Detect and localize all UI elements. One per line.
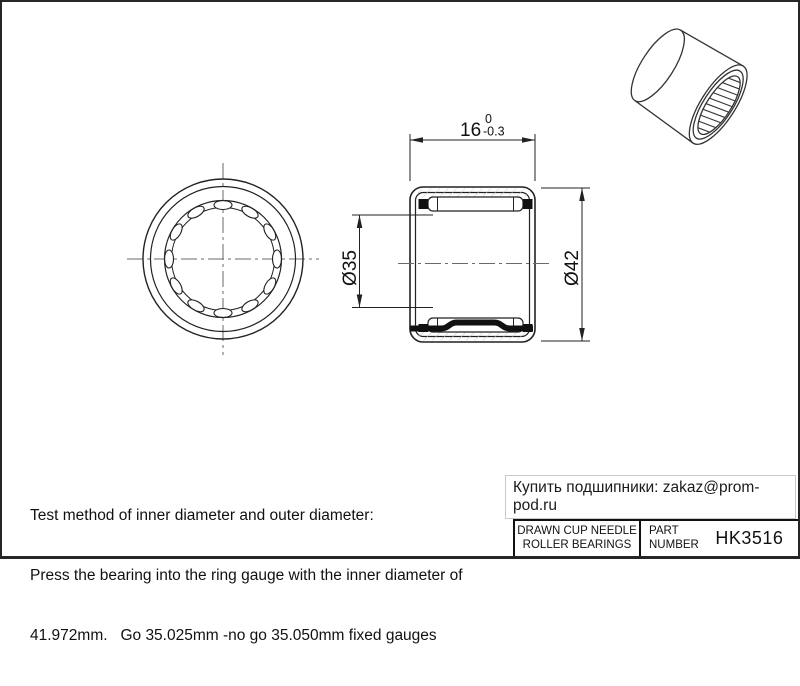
dimension-width: [410, 134, 535, 181]
arrowhead: [579, 188, 585, 201]
cage-section-right: [523, 199, 533, 209]
product-type-line-1: DRAWN CUP NEEDLE: [517, 525, 637, 537]
cup-outer-profile: [410, 187, 535, 342]
outer-dim-value: Ø42: [562, 250, 583, 286]
note-line-2: Press the bearing into the ring gauge with the inner diameter of: [30, 567, 463, 584]
arrowhead: [357, 295, 363, 308]
cup-inner-profile: [416, 193, 530, 337]
cup-back-rim: [622, 21, 695, 109]
section-view: [398, 187, 550, 342]
width-dim-value: 16: [460, 120, 482, 141]
part-number-cell: [641, 521, 800, 556]
part-label-line-1: PART: [649, 525, 679, 537]
arrowhead: [410, 137, 423, 143]
product-type-cell: [515, 521, 641, 556]
cup-front-rim-inner: [684, 63, 752, 146]
bottom-needle-roller: [410, 318, 533, 332]
shell-hatch-top: [418, 189, 527, 198]
part-number-label: [641, 525, 699, 552]
bore-dim-value: Ø35: [340, 250, 361, 286]
contact-box: [505, 475, 796, 519]
shell-hatch-bottom: [418, 332, 527, 341]
note-line-1: Test method of inner diameter and outer diameter:: [30, 507, 374, 524]
arrowhead: [522, 137, 535, 143]
cage-section-left: [419, 199, 429, 209]
bearing-3d-view: [619, 18, 758, 153]
top-needle-roller: [419, 197, 533, 211]
title-block: [513, 519, 800, 556]
arrowhead: [357, 215, 363, 228]
part-label-line-2: NUMBER: [649, 538, 699, 551]
part-number-value: HK3516: [715, 527, 784, 548]
note-line-3: 41.972mm. Go 35.025mm -no go 35.050mm fixed gauges: [30, 627, 437, 644]
dimension-bore: [352, 215, 433, 308]
width-dim-tol-lower: -0.3: [483, 124, 505, 139]
front-view: [127, 163, 319, 355]
test-method-notes: [30, 466, 463, 686]
arrowhead: [579, 328, 585, 341]
cup-front-rim-outer: [679, 57, 758, 153]
width-dim-tol-upper: 0: [485, 112, 492, 126]
contact-text: Купить подшипники: zakaz@prom-pod.ru: [513, 479, 760, 514]
product-type-line-2: ROLLER BEARINGS: [522, 538, 632, 551]
